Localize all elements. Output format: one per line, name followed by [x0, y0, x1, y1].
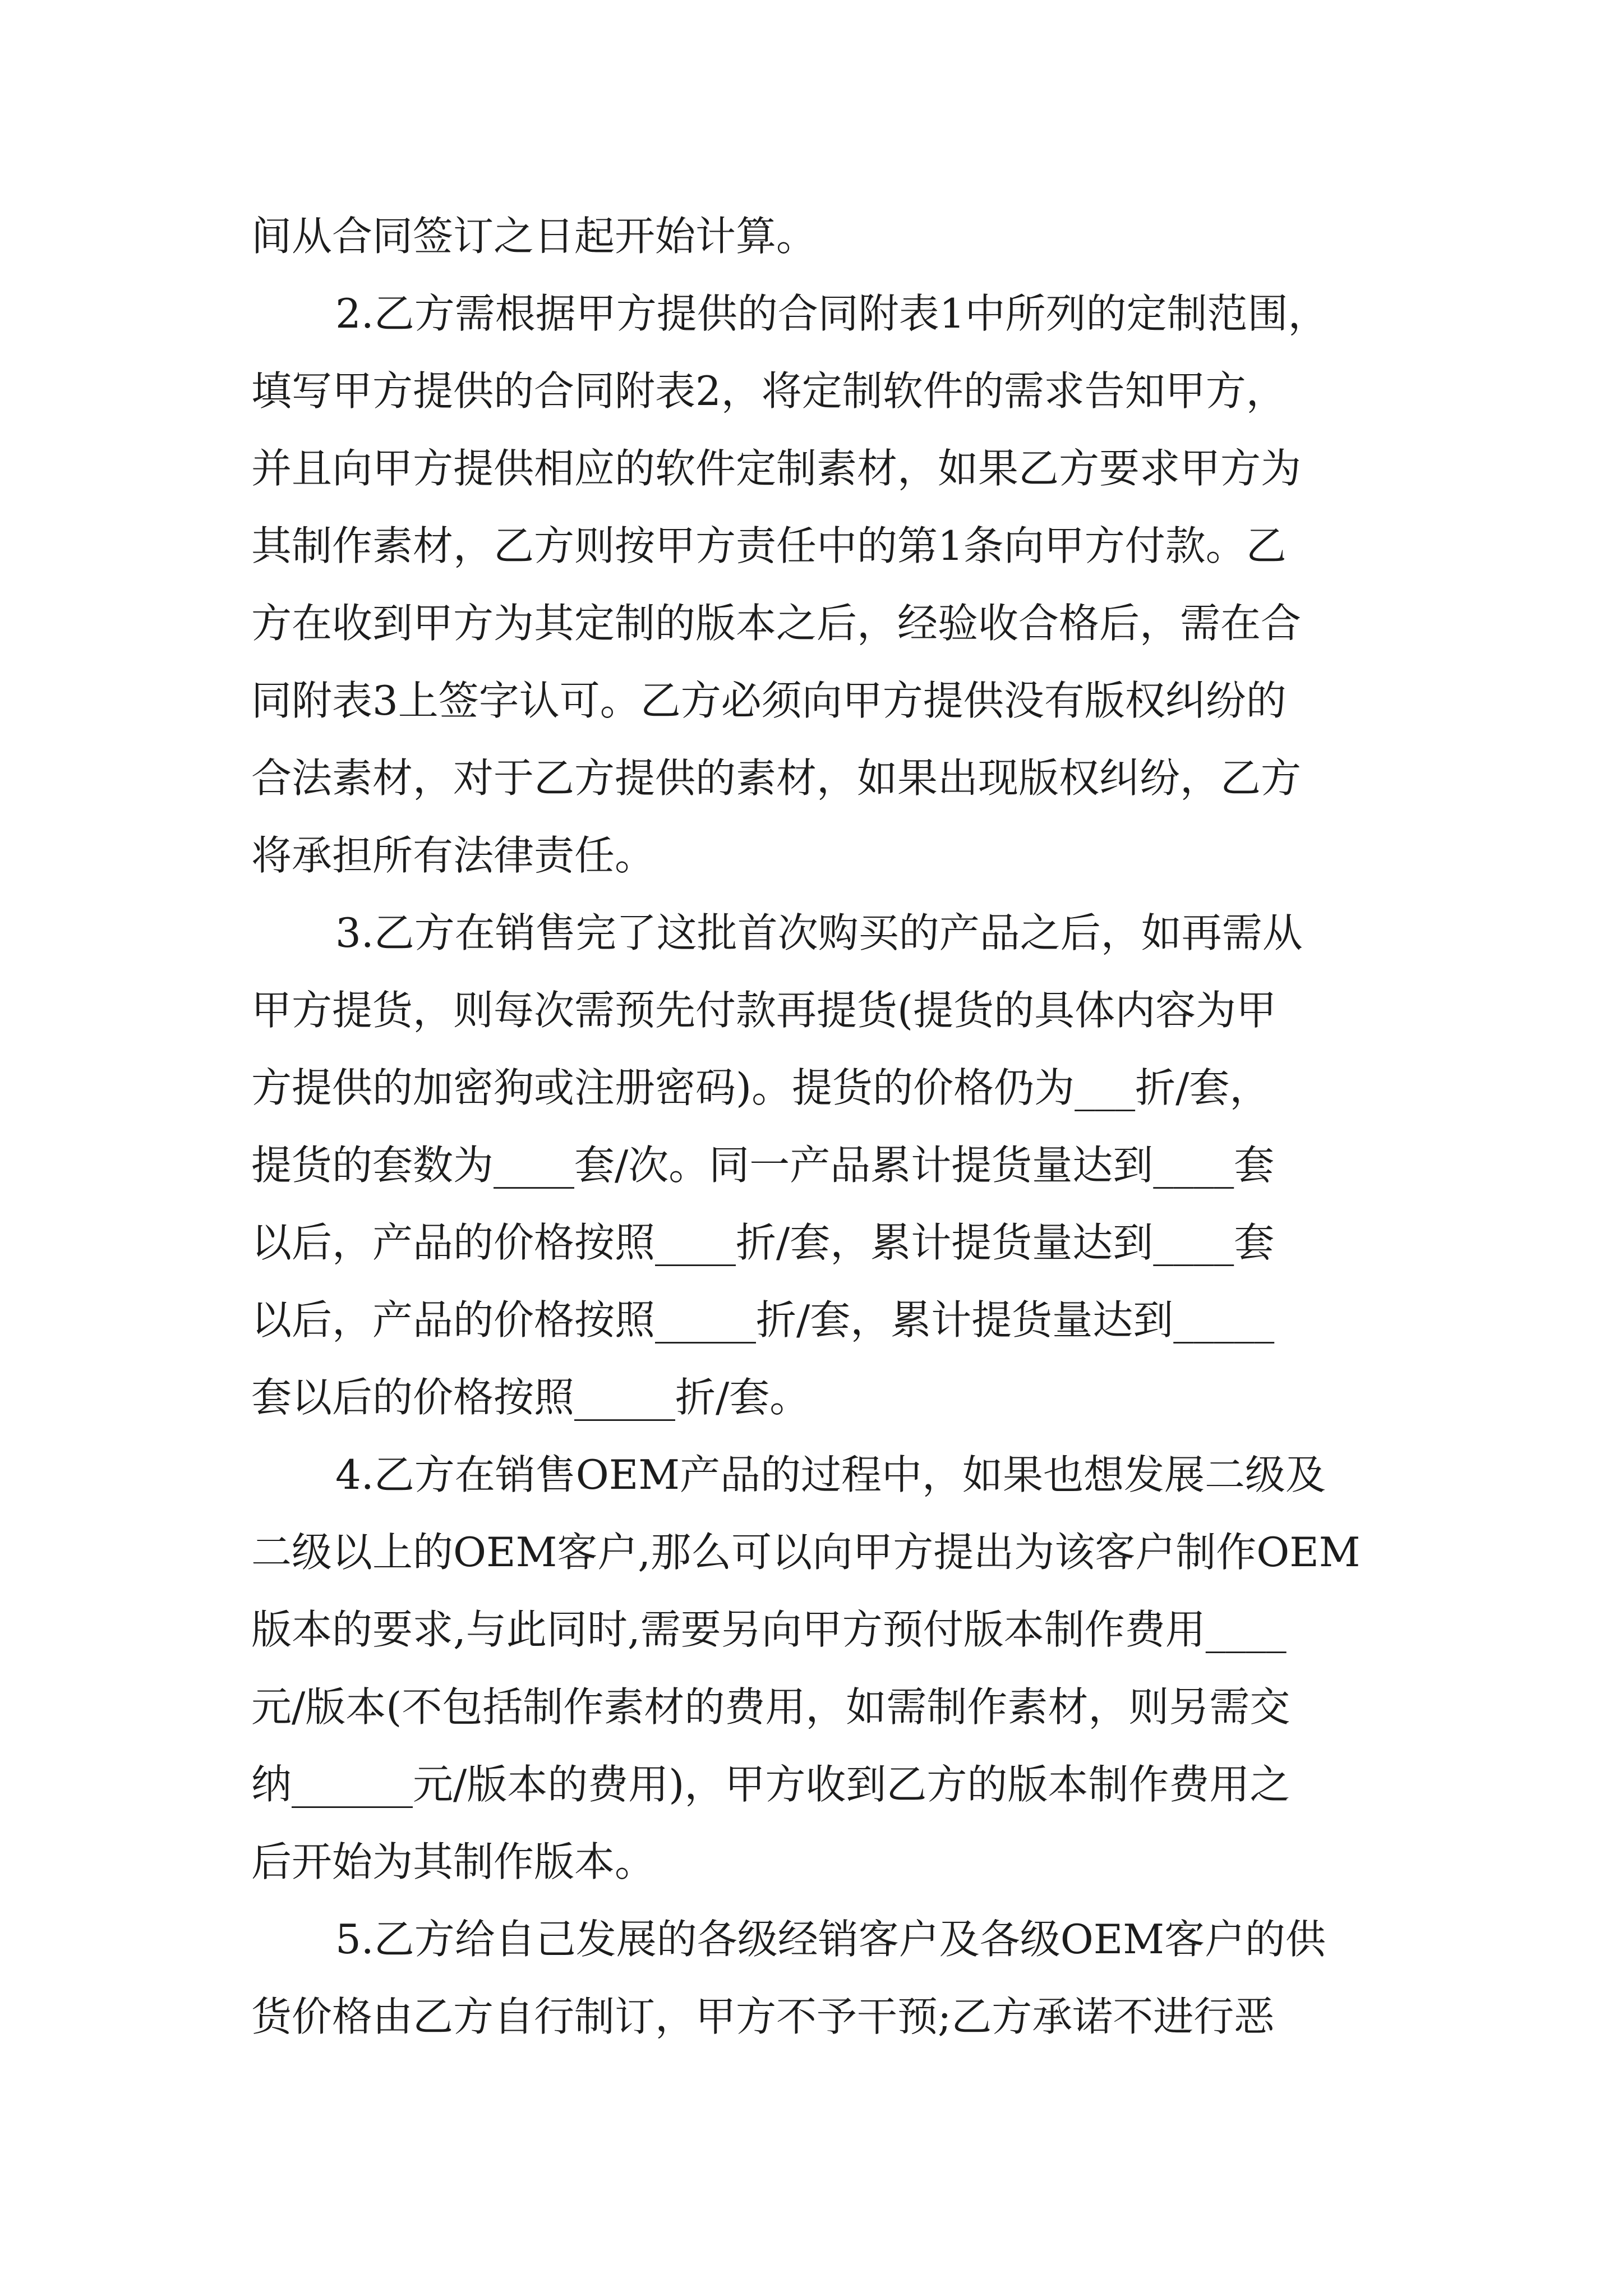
text-line: 将承担所有法律责任。 — [251, 832, 656, 879]
document-body — [251, 197, 1373, 2055]
text-line: 合法素材，对于乙方提供的素材，如果出现版权纠纷，乙方 — [251, 754, 1302, 802]
text-line: 其制作素材，乙方则按甲方责任中的第1条向甲方付款。乙 — [251, 522, 1287, 569]
text-line: 二级以上的OEM客户,那么可以向甲方提出为该客户制作OEM — [251, 1529, 1361, 1576]
text-line: 填写甲方提供的合同附表2，将定制软件的需求告知甲方， — [251, 367, 1287, 415]
text-line: 版本的要求,与此同时,需要另向甲方预付版本制作费用____ — [251, 1606, 1287, 1653]
paragraph-5-start: 5.乙方给自己发展的各级经销客户及各级OEM客户的供 — [335, 1916, 1326, 1963]
text-line: 货价格由乙方自行制订，甲方不予干预;乙方承诺不进行恶 — [251, 1993, 1275, 2040]
text-line: 后开始为其制作版本。 — [251, 1838, 656, 1885]
paragraph-4-start: 4.乙方在销售OEM产品的过程中，如果也想发展二级及 — [335, 1451, 1326, 1498]
text-line: 同附表3上签字认可。乙方必须向甲方提供没有版权纠纷的 — [251, 677, 1287, 724]
text-line: 提货的套数为____套/次。同一产品累计提货量达到____套 — [251, 1142, 1275, 1189]
text-line: 以后，产品的价格按照____折/套，累计提货量达到____套 — [251, 1219, 1275, 1266]
text-line: 并且向甲方提供相应的软件定制素材，如果乙方要求甲方为 — [251, 445, 1302, 492]
text-line: 甲方提货，则每次需预先付款再提货(提货的具体内容为甲 — [251, 987, 1277, 1034]
text-line: 纳______元/版本的费用)，甲方收到乙方的版本制作费用之 — [251, 1761, 1290, 1808]
text-line: 方在收到甲方为其定制的版本之后，经验收合格后，需在合 — [251, 600, 1302, 647]
text-line: 套以后的价格按照_____折/套。 — [251, 1374, 810, 1421]
paragraph-2-start: 2.乙方需根据甲方提供的合同附表1中所列的定制范围， — [335, 290, 1329, 337]
text-line: 以后，产品的价格按照_____折/套，累计提货量达到_____ — [251, 1296, 1275, 1343]
text-line: 元/版本(不包括制作素材的费用，如需制作素材，则另需交 — [251, 1683, 1290, 1731]
text-line: 方提供的加密狗或注册密码)。提货的价格仍为___折/套， — [251, 1064, 1270, 1111]
text-line: 间从合同签订之日起开始计算。 — [251, 213, 817, 260]
paragraph-3-start: 3.乙方在销售完了这批首次购买的产品之后，如再需从 — [335, 909, 1303, 956]
